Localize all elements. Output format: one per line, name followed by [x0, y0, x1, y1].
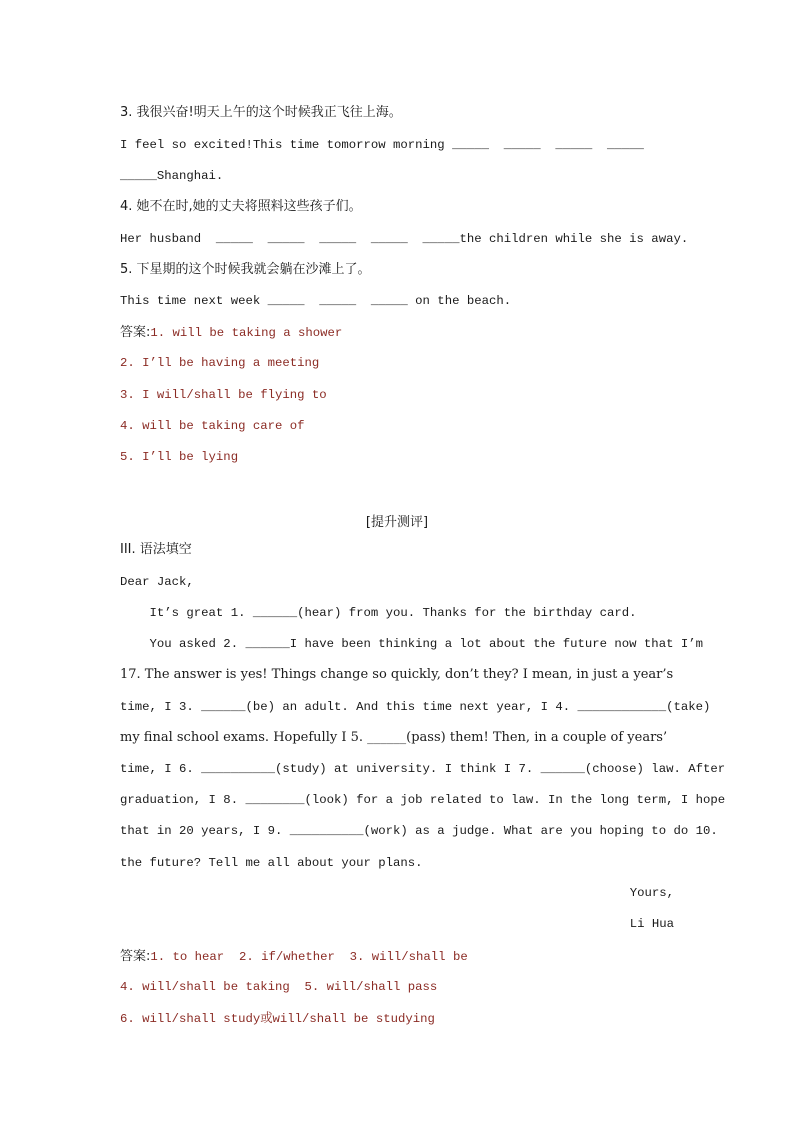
letter-line: that in 20 years, I 9. __________(work) as a judge. What are you hoping to do 10.	[120, 824, 718, 838]
answer-item: 1. to hear 2. if/whether 3. will/shall be	[150, 950, 468, 964]
question-4-english: Her husband _____ _____ _____ _____ _____the children while she is away.	[120, 232, 689, 246]
answer-item: 2. I’ll be having a meeting	[120, 356, 320, 370]
answer-label: 答案:	[120, 325, 151, 340]
letter-closing: Yours,	[629, 886, 674, 900]
letter-line: my final school exams. Hopefully I 5. ______(pass) them! Then, in a couple of years’	[120, 730, 668, 745]
answer-item: 1. will be taking a shower	[150, 326, 343, 340]
question-5-english: This time next week _____ _____ _____ on the beach.	[120, 294, 512, 308]
letter-signature: Li Hua	[629, 917, 674, 931]
question-3-english-line1: I feel so excited!This time tomorrow morning _____ _____ _____ _____	[120, 138, 644, 152]
letter-line: the future? Tell me all about your plans.	[120, 856, 423, 870]
answer-item: 4. will/shall be taking 5. will/shall pass	[120, 980, 438, 994]
letter-line: You asked 2. ______I have been thinking a lot about the future now that I’m	[120, 637, 703, 651]
answer-item: 4. will be taking care of	[120, 419, 305, 433]
answer-block-iii-first	[120, 948, 468, 965]
answer-item: 6. will/shall study或will/shall be studying	[120, 1012, 435, 1026]
question-5-chinese: 5. 下星期的这个时候我就会躺在沙滩上了。	[120, 262, 371, 277]
letter-line: time, I 6. __________(study) at university. I think I 7. ______(choose) law. After	[120, 762, 726, 776]
exercise-heading: III. 语法填空	[120, 542, 192, 557]
letter-greeting: Dear Jack,	[120, 575, 194, 589]
question-4-chinese: 4. 她不在时,她的丈夫将照料这些孩子们。	[120, 199, 362, 214]
letter-line: time, I 3. ______(be) an adult. And this time next year, I 4. ____________(take)	[120, 700, 711, 714]
answer-label: 答案:	[120, 949, 151, 964]
question-3-english-line2: _____Shanghai.	[120, 169, 224, 183]
answer-block-ii-first	[120, 324, 342, 341]
question-3-chinese: 3. 我很兴奋!明天上午的这个时候我正飞往上海。	[120, 105, 402, 120]
letter-line: 17. The answer is yes! Things change so quickly, don’t they? I mean, in just a year’s	[120, 667, 674, 682]
answer-item: 5. I’ll be lying	[120, 450, 239, 464]
letter-line: graduation, I 8. ________(look) for a job related to law. In the long term, I hope	[120, 793, 726, 807]
letter-line: It’s great 1. ______(hear) from you. Thanks for the birthday card.	[120, 606, 637, 620]
answer-item: 3. I will/shall be flying to	[120, 388, 327, 402]
section-title: [提升测评]	[365, 515, 429, 530]
